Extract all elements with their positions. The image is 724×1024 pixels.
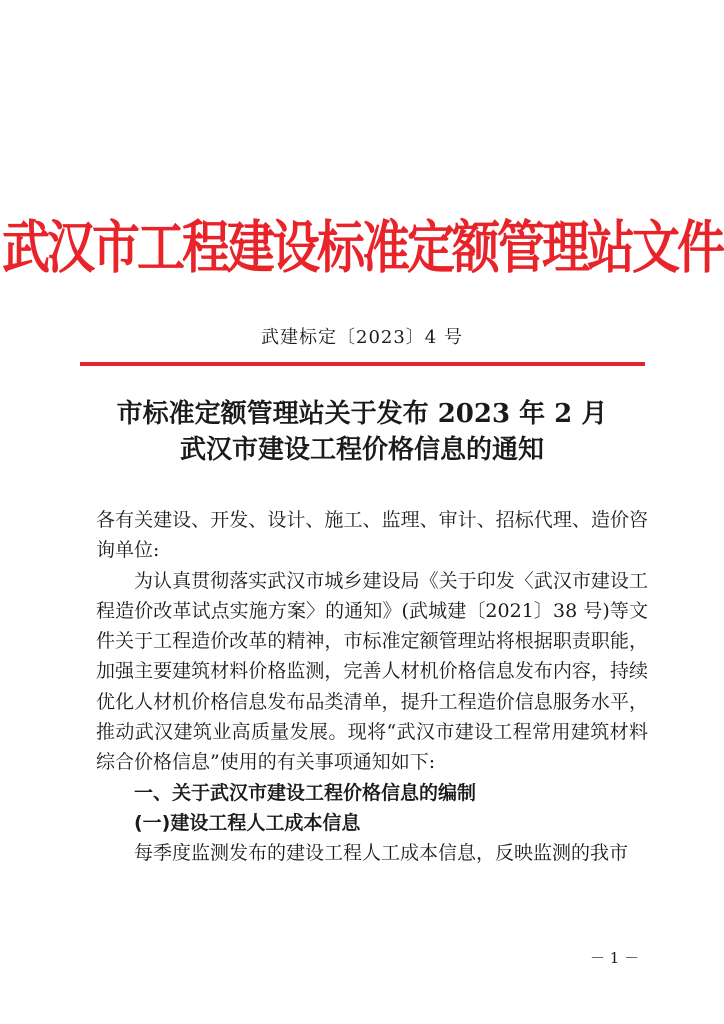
red-divider-line — [80, 362, 645, 366]
issuer-header: 武汉市工程建设标准定额管理站文件 — [1, 214, 722, 281]
document-number: 武建标定〔2023〕4 号 — [261, 327, 463, 348]
notice-title — [0, 396, 724, 468]
page-number: － 1 － — [590, 949, 640, 967]
notice-title-line-2: 武汉市建设工程价格信息的通知 — [179, 435, 544, 465]
subsection-heading-1: (一)建设工程人工成本信息 — [134, 811, 361, 834]
notice-body — [96, 505, 648, 869]
body-paragraph-2: 每季度监测发布的建设工程人工成本信息，反映监测的我市 — [134, 842, 629, 865]
body-paragraph-1: 为认真贯彻落实武汉市城乡建设局《关于印发〈武汉市建设工程造价改革试点实施方案〉的通知》(武城建〔2021〕38 号)等文件关于工程造价改革的精神，市标准定额管理站将根据职责职能，加强主要建筑材料价格监测，完善人材机价格信息发布内容，持续优化人材机价格信息发布品类清单，提升工程造价信息服务水平，推动武汉建筑业高质量发展。现将“武汉市建设工程常用建筑材料综合价格信息”使用的有关事项通知如下: — [96, 569, 648, 774]
addressee: 各有关建设、开发、设计、施工、监理、审计、招标代理、造价咨询单位: — [96, 509, 648, 562]
section-heading-1: 一、关于武汉市建设工程价格信息的编制 — [134, 781, 477, 804]
notice-title-line-1: 市标准定额管理站关于发布 2023 年 2 月 — [116, 399, 608, 429]
